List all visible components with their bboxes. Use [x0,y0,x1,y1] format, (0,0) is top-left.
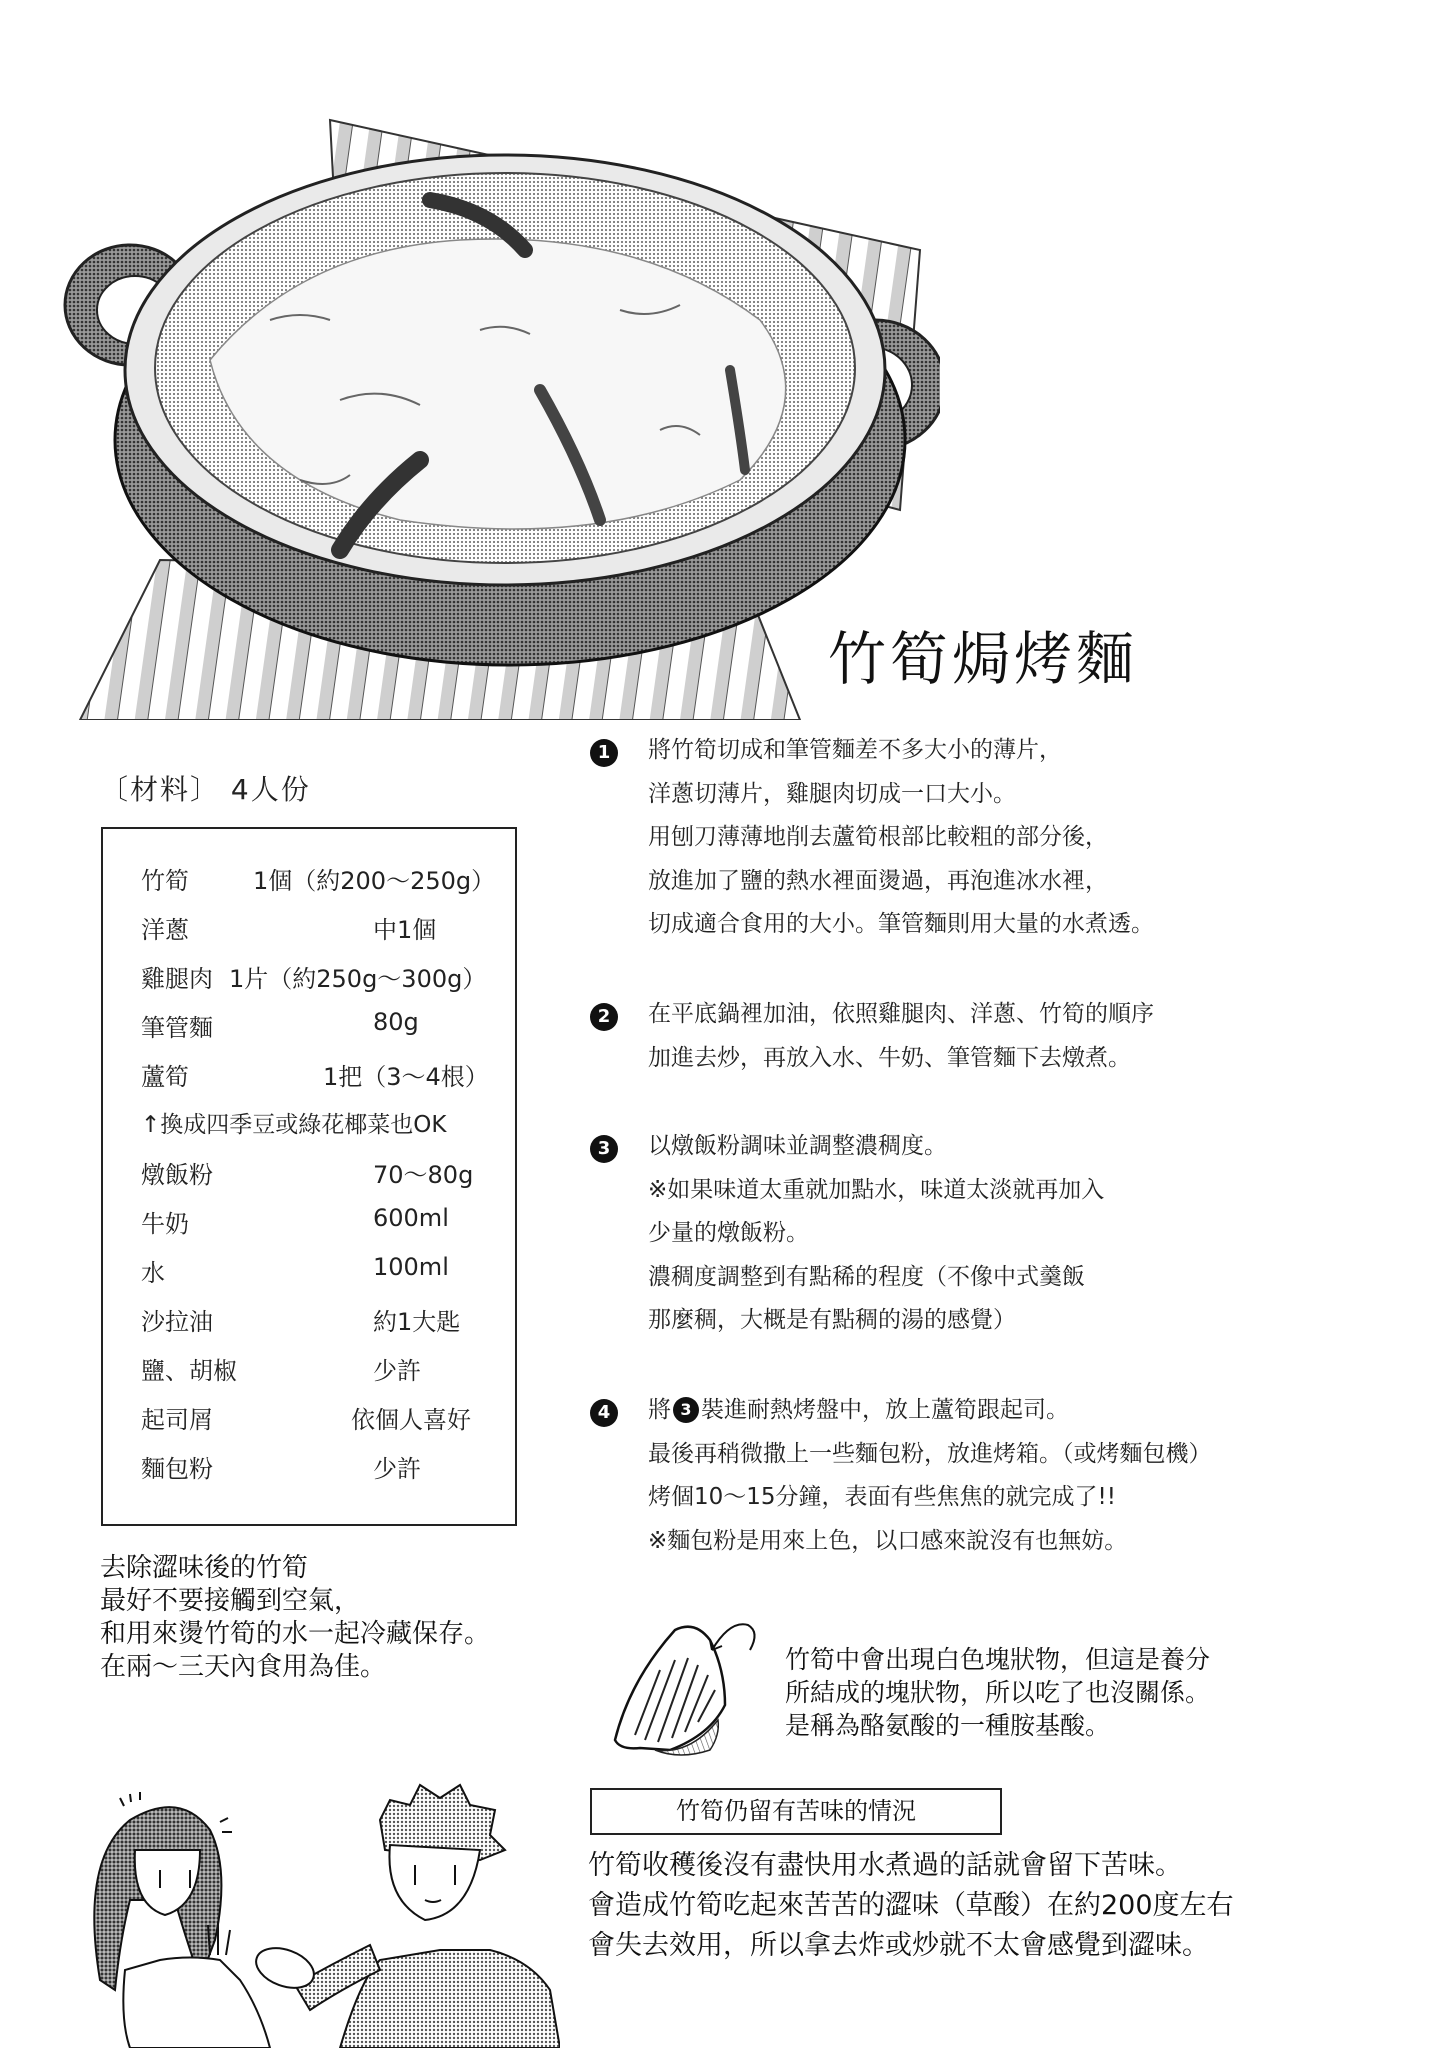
ingredient-substitute-note: ↑換成四季豆或綠花椰菜也OK [141,1112,447,1138]
characters-illustration [40,1740,560,2048]
bitter-section-heading: 竹筍仍留有苦味的情況 [590,1788,1002,1835]
bamboo-shoot-sketch [600,1610,780,1770]
gratin-skillet-illustration [40,100,940,720]
recipe-title: 竹筍焗烤麵 [828,625,1139,693]
step-number-badge: 4 [590,1399,618,1427]
step-number-badge: 2 [590,1003,618,1031]
storage-tip: 去除澀味後的竹筍 最好不要接觸到空氣， 和用來燙竹筍的水一起冷藏保存。 在兩〜三天內食用為佳。 [100,1553,491,1682]
step-reference-badge: 3 [673,1397,699,1423]
ingredients-box: 竹筍 1個（約200〜250g） 洋蔥 中1個 雞腿肉 1片（約250g〜300g） 筆管麵 80g 蘆筍 1把（3〜4根） ↑換成四季豆或綠花椰菜也OK 燉飯粉 70〜80g 牛奶 600ml 水 100ml 沙拉油 約1大匙 鹽、胡椒 少許 起司屑 依個人喜好 麵包粉 少許 [101,827,517,1526]
step-text: 在平底鍋裡加油，依照雞腿肉、洋蔥、竹筍的順序 加進去炒，再放入水、牛奶、筆管麵下去燉煮。 [648,1001,1154,1071]
step-number-badge: 3 [590,1135,618,1163]
step-text: 以燉飯粉調味並調整濃稠度。 ※如果味道太重就加點水，味道太淡就再加入 少量的燉飯粉。 濃稠度調整到有點稀的程度（不像中式羹飯 那麼稠，大概是有點稠的湯的感覺） [648,1133,1105,1333]
ingredients-header: 〔材料〕 4人份 [100,773,311,806]
step-text: 將 3 裝進耐熱烤盤中，放上蘆筍跟起司。 最後再稍微撒上一些麵包粉，放進烤箱。（或烤麵包機） 烤個10〜15分鐘，表面有些焦焦的就完成了!! ※麵包粉是用來上色，以口感來說沒有也無妨。 [648,1397,1212,1554]
step-text: 將竹筍切成和筆管麵差不多大小的薄片， 洋蔥切薄片，雞腿肉切成一口大小。 用刨刀薄薄地削去蘆筍根部比較粗的部分後， 放進加了鹽的熱水裡面燙過，再泡進冰水裡， 切成適合食用的大小。筆管麵則用大量的水煮透。 [648,737,1154,937]
bamboo-white-substance-note: 竹筍中會出現白色塊狀物，但這是養分 所結成的塊狀物，所以吃了也沒關係。 是稱為酪氨酸的一種胺基酸。 [785,1645,1211,1740]
step-number-badge: 1 [590,739,618,767]
bitter-section-text: 竹筍收穫後沒有盡快用水煮過的話就會留下苦味。 會造成竹筍吃起來苦苦的澀味（草酸）在約200度左右 會失去效用，所以拿去炸或炒就不太會感覺到澀味。 [588,1850,1234,1961]
